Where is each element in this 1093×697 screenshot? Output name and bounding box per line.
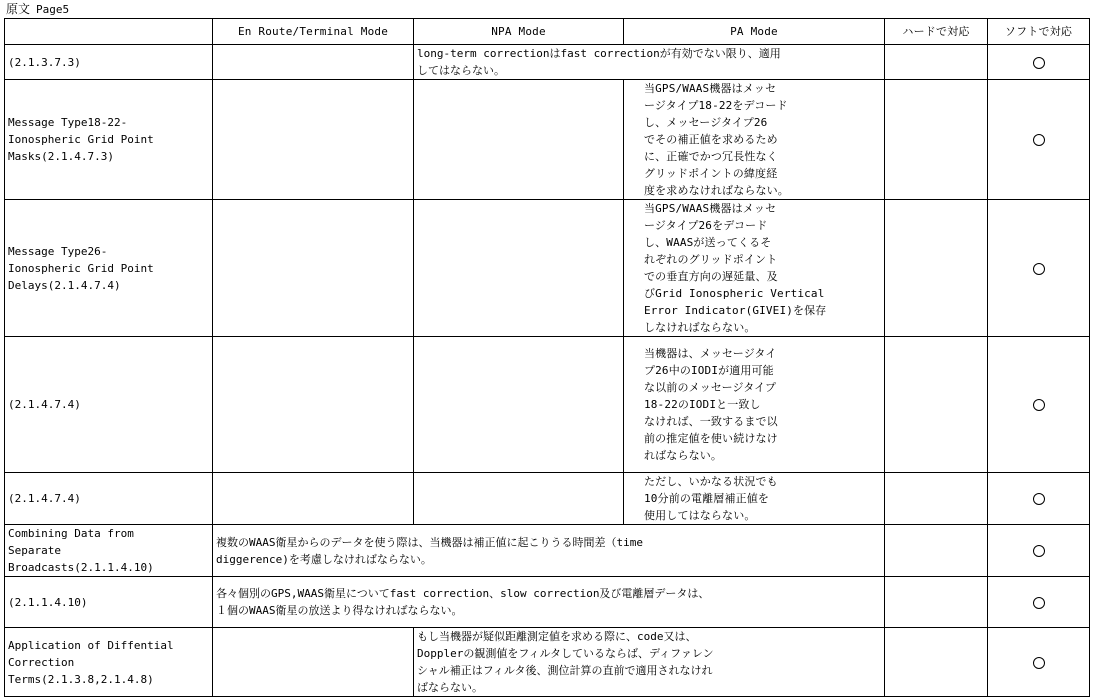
- table-row: [5, 577, 1090, 628]
- table-row: [5, 628, 1090, 697]
- hardware-cell: [885, 45, 988, 80]
- section-cell: (2.1.4.7.4): [5, 473, 213, 525]
- hardware-cell: [885, 473, 988, 525]
- npa-pa-text-cell: もし当機器が疑似距離測定値を求める際に、code又は、 Dopplerの観測値をフィルタしているならば、ディファレン シャル補正はフィルタ後、測位計算の直前で適用されなけれ ばならない。: [414, 628, 885, 697]
- all-modes-text-cell: 複数のWAAS衛星からのデータを使う際は、当機器は補正値に起こりうる時間差（time diggerence)を考慮しなければならない。: [213, 525, 885, 577]
- page-header: [6, 1, 69, 18]
- hardware-cell: [885, 577, 988, 628]
- section-cell: (2.1.3.7.3): [5, 45, 213, 80]
- support-circle-icon: [1033, 263, 1045, 275]
- requirements-table: [4, 18, 1090, 697]
- en-route-cell: [213, 628, 414, 697]
- hardware-cell: [885, 525, 988, 577]
- support-circle-icon: [1033, 597, 1045, 609]
- all-modes-text-cell: 各々個別のGPS,WAAS衛星についてfast correction、slow correction及び電離層データは、 １個のWAAS衛星の放送より得なければならない。: [213, 577, 885, 628]
- hardware-cell: [885, 80, 988, 200]
- section-cell: (2.1.4.7.4): [5, 337, 213, 473]
- pa-text-cell: 当機器は、メッセージタイ プ26中のIODIが適用可能 な以前のメッセージタイプ 18-22のIODIと一致し なければ、一致するまで以 前の推定値を使い続けなけ ればならない。: [624, 337, 885, 473]
- support-circle-icon: [1033, 57, 1045, 69]
- hardware-cell: [885, 200, 988, 337]
- software-cell: [988, 337, 1090, 473]
- en-route-cell: [213, 200, 414, 337]
- table-row: [5, 525, 1090, 577]
- software-cell: [988, 525, 1090, 577]
- hardware-cell: [885, 628, 988, 697]
- col-header-hardware: ハードで対応: [885, 19, 988, 45]
- table-row: [5, 337, 1090, 473]
- page-header-title: 原文: [6, 2, 31, 16]
- table-row: [5, 200, 1090, 337]
- en-route-cell: [213, 80, 414, 200]
- en-route-cell: [213, 337, 414, 473]
- support-circle-icon: [1033, 399, 1045, 411]
- software-cell: [988, 473, 1090, 525]
- en-route-cell: [213, 473, 414, 525]
- support-circle-icon: [1033, 134, 1045, 146]
- software-cell: [988, 628, 1090, 697]
- support-circle-icon: [1033, 493, 1045, 505]
- npa-cell: [414, 200, 624, 337]
- col-header-en-route: En Route/Terminal Mode: [213, 19, 414, 45]
- section-cell: Message Type18-22- Ionospheric Grid Point Masks(2.1.4.7.3): [5, 80, 213, 200]
- support-circle-icon: [1033, 545, 1045, 557]
- section-cell: Application of Diffential Correction Terms(2.1.3.8,2.1.4.8): [5, 628, 213, 697]
- page-number: Page5: [36, 3, 70, 16]
- hardware-cell: [885, 337, 988, 473]
- section-cell: (2.1.1.4.10): [5, 577, 213, 628]
- col-header-software: ソフトで対応: [988, 19, 1090, 45]
- pa-text-cell: 当GPS/WAAS機器はメッセ ージタイプ18-22をデコード し、メッセージタイプ26 でその補正値を求めるため に、正確でかつ冗長性なく グリッドポイントの緯度経 度を求めなければならない。: [624, 80, 885, 200]
- col-header-section: [5, 19, 213, 45]
- section-cell: Combining Data from Separate Broadcasts(2.1.1.4.10): [5, 525, 213, 577]
- npa-cell: [414, 473, 624, 525]
- software-cell: [988, 200, 1090, 337]
- col-header-pa: PA Mode: [624, 19, 885, 45]
- col-header-npa: NPA Mode: [414, 19, 624, 45]
- table-header-row: [5, 19, 1090, 45]
- table-row: [5, 473, 1090, 525]
- section-cell: Message Type26- Ionospheric Grid Point Delays(2.1.4.7.4): [5, 200, 213, 337]
- software-cell: [988, 577, 1090, 628]
- table-row: [5, 45, 1090, 80]
- npa-cell: [414, 337, 624, 473]
- software-cell: [988, 45, 1090, 80]
- table-row: [5, 80, 1090, 200]
- npa-pa-text-cell: long-term correctionはfast correctionが有効でない限り、適用 してはならない。: [414, 45, 885, 80]
- pa-text-cell: 当GPS/WAAS機器はメッセ ージタイプ26をデコード し、WAASが送ってくるそ れぞれのグリッドポイント での垂直方向の遅延量、及 びGrid Ionospheric Vertical Error Indicator(GIVEI)を保存 しなければならない。: [624, 200, 885, 337]
- software-cell: [988, 80, 1090, 200]
- npa-cell: [414, 80, 624, 200]
- support-circle-icon: [1033, 657, 1045, 669]
- en-route-cell: [213, 45, 414, 80]
- pa-text-cell: ただし、いかなる状況でも 10分前の電離層補正値を 使用してはならない。: [624, 473, 885, 525]
